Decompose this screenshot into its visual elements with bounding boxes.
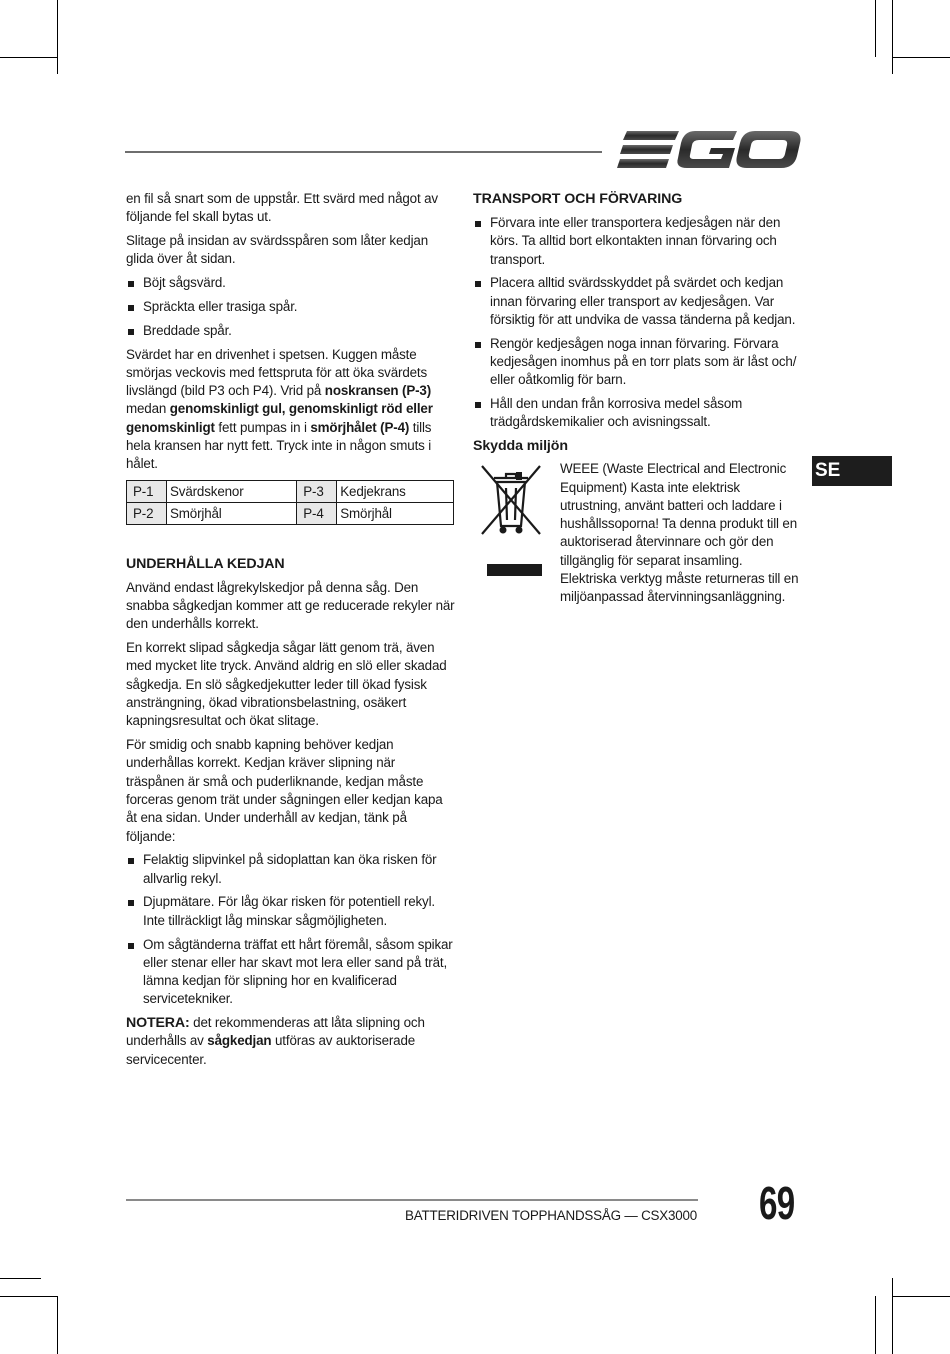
bold-run: smörjhålet (P-4) <box>310 419 410 435</box>
crop-mark <box>875 1296 876 1354</box>
table-row <box>127 480 454 502</box>
table-cell-code: P-1 <box>127 480 167 502</box>
table-cell-label: Smörjhål <box>337 502 454 524</box>
chain-paragraph: För smidig och snabb kapning behöver kedjan underhållas korrekt. Kedjan kräver slipning när träspånen är små och puderliknande, kedjan måste forceras genom trät under sågningen eller kedjan kapa åt ena sidan. Under underhåll av kedjan, tänk på följande: <box>126 737 443 844</box>
crop-mark <box>892 0 893 74</box>
note-label: NOTERA: <box>126 1015 190 1032</box>
crop-mark <box>875 0 876 57</box>
page-number: 69 <box>759 1177 795 1229</box>
table-cell-code: P-3 <box>297 480 337 502</box>
right-column <box>473 190 801 610</box>
text-run: Svärdet har en drivenhet i spetsen. Kuggen måste smörjas veckovis med fettspruta för att öka svärdets livslängd (bild P3 och P4). Vrid på <box>126 346 428 399</box>
table-cell-label: Kedjekrans <box>337 480 454 502</box>
bullet-list <box>126 851 456 1008</box>
list-item: Förvara inte eller transportera kedjesågen när den körs. Ta alltid bort elkontakten innan förvaring och transport. <box>473 214 801 269</box>
weee-block <box>473 460 801 610</box>
ego-logo <box>617 128 801 172</box>
crossed-out-bin-icon <box>478 462 544 554</box>
crop-mark <box>0 1296 57 1297</box>
crop-mark <box>0 1278 41 1279</box>
section-heading: TRANSPORT OCH FÖRVARING <box>473 191 683 207</box>
bold-run: noskransen (P-3) <box>324 383 432 399</box>
parts-table <box>126 480 454 525</box>
crop-mark <box>0 57 57 58</box>
text-run: medan <box>126 401 170 417</box>
bold-run: sågkedjan <box>207 1033 272 1049</box>
table-cell-code: P-4 <box>297 502 337 524</box>
intro-paragraph: Slitage på insidan av svärdsspåren som låter kedjan glida över åt sidan. <box>126 233 428 267</box>
list-item: Böjt sågsvärd. <box>126 274 456 292</box>
crop-mark <box>892 1296 950 1297</box>
table-row <box>127 502 454 524</box>
header-rule <box>125 151 602 153</box>
crop-mark <box>57 1296 58 1354</box>
crop-mark <box>892 1278 893 1354</box>
list-item: Spräckta eller trasiga spår. <box>126 298 456 316</box>
list-item: Djupmätare. För låg ökar risken för potentiell rekyl. Inte tillräckligt låg minskar sågmöjligheten. <box>126 893 456 930</box>
list-item: Placera alltid svärdsskyddet på svärdet och kedjan innan förvaring eller transport av kedjesågen. Var försiktig för att undvika de vassa tänderna på kedjan. <box>473 274 801 329</box>
footer-rule <box>126 1199 698 1201</box>
intro-paragraph: en fil så snart som de uppstår. Ett svärd med något av följande fel skall bytas ut. <box>126 191 438 225</box>
left-column <box>126 190 456 1075</box>
text-run: det rekommenderas att låta slipning och underhålls av <box>126 1015 425 1049</box>
chain-paragraph: En korrekt slipad sågkedja sågar lätt genom trä, även med mycket lite tryck. Använd aldrig en slö eller skadad sågkedja. En slö sågkedjekutter leder till ökad fysisk ansträngning, ökad vibrationsbelastning, osäkert kapningsresultat och ökat slitage. <box>126 640 447 729</box>
text-run: fett pumpas in i <box>214 419 311 435</box>
sprocket-paragraph <box>126 346 456 474</box>
list-item: Felaktig slipvinkel på sidoplattan kan öka risken för allvarlig rekyl. <box>126 851 456 888</box>
footer-product-title: BATTERIDRIVEN TOPPHANDSSÅG — CSX3000 <box>405 1208 697 1223</box>
bold-run: genomskinligt gul, genomskinligt röd eller genomskinligt <box>126 401 433 435</box>
bullet-list <box>473 214 801 432</box>
note-paragraph <box>126 1014 456 1069</box>
list-item: Håll den undan från korrosiva medel såsom trädgårdskemikalier och avisningssalt. <box>473 395 801 432</box>
crop-mark <box>892 57 950 58</box>
section-heading: UNDERHÅLLA KEDJAN <box>126 555 285 572</box>
chain-paragraph: Använd endast lågrekylskedjor på denna såg. Den snabba sågkedjan kommer att ge reducerade rekyler när den underhålls korrekt. <box>126 579 455 632</box>
crop-mark <box>57 0 58 74</box>
weee-underline-bar <box>487 564 542 576</box>
table-cell-code: P-2 <box>127 502 167 524</box>
text-run: utföras av auktoriserade servicecenter. <box>126 1033 416 1067</box>
subsection-heading: Skydda miljön <box>473 438 568 455</box>
table-cell-label: Svärdskenor <box>167 480 297 502</box>
weee-paragraph: WEEE (Waste Electrical and Electronic Equipment) Kasta inte elektrisk utrustning, använt batteri och laddare i hushållssoporna! Ta denna produkt till en auktoriserad återvinnare och gör den tillgänglig för separat insamling. Elektriska verktyg måste returneras till en miljöanpassad återvinningsanläggning. <box>560 461 799 605</box>
list-item: Rengör kedjesågen noga innan förvaring. Förvara kedjesågen inomhus på en torr plats som är låst och/ eller oåtkomlig för barn. <box>473 335 801 390</box>
table-cell-label: Smörjhål <box>167 502 297 524</box>
language-tab: SE <box>812 456 892 486</box>
text-run: tills hela kransen har nytt fett. Tryck inte in någon smuts i hålet. <box>126 419 432 472</box>
list-item: Breddade spår. <box>126 322 456 340</box>
list-item: Om sågtänderna träffat ett hårt föremål, såsom spikar eller stenar eller har skavt mot lera eller sand på trät, lämna kedjan för slipning hor en kvalificerad servicetekniker. <box>126 936 456 1009</box>
bullet-list <box>126 274 456 340</box>
